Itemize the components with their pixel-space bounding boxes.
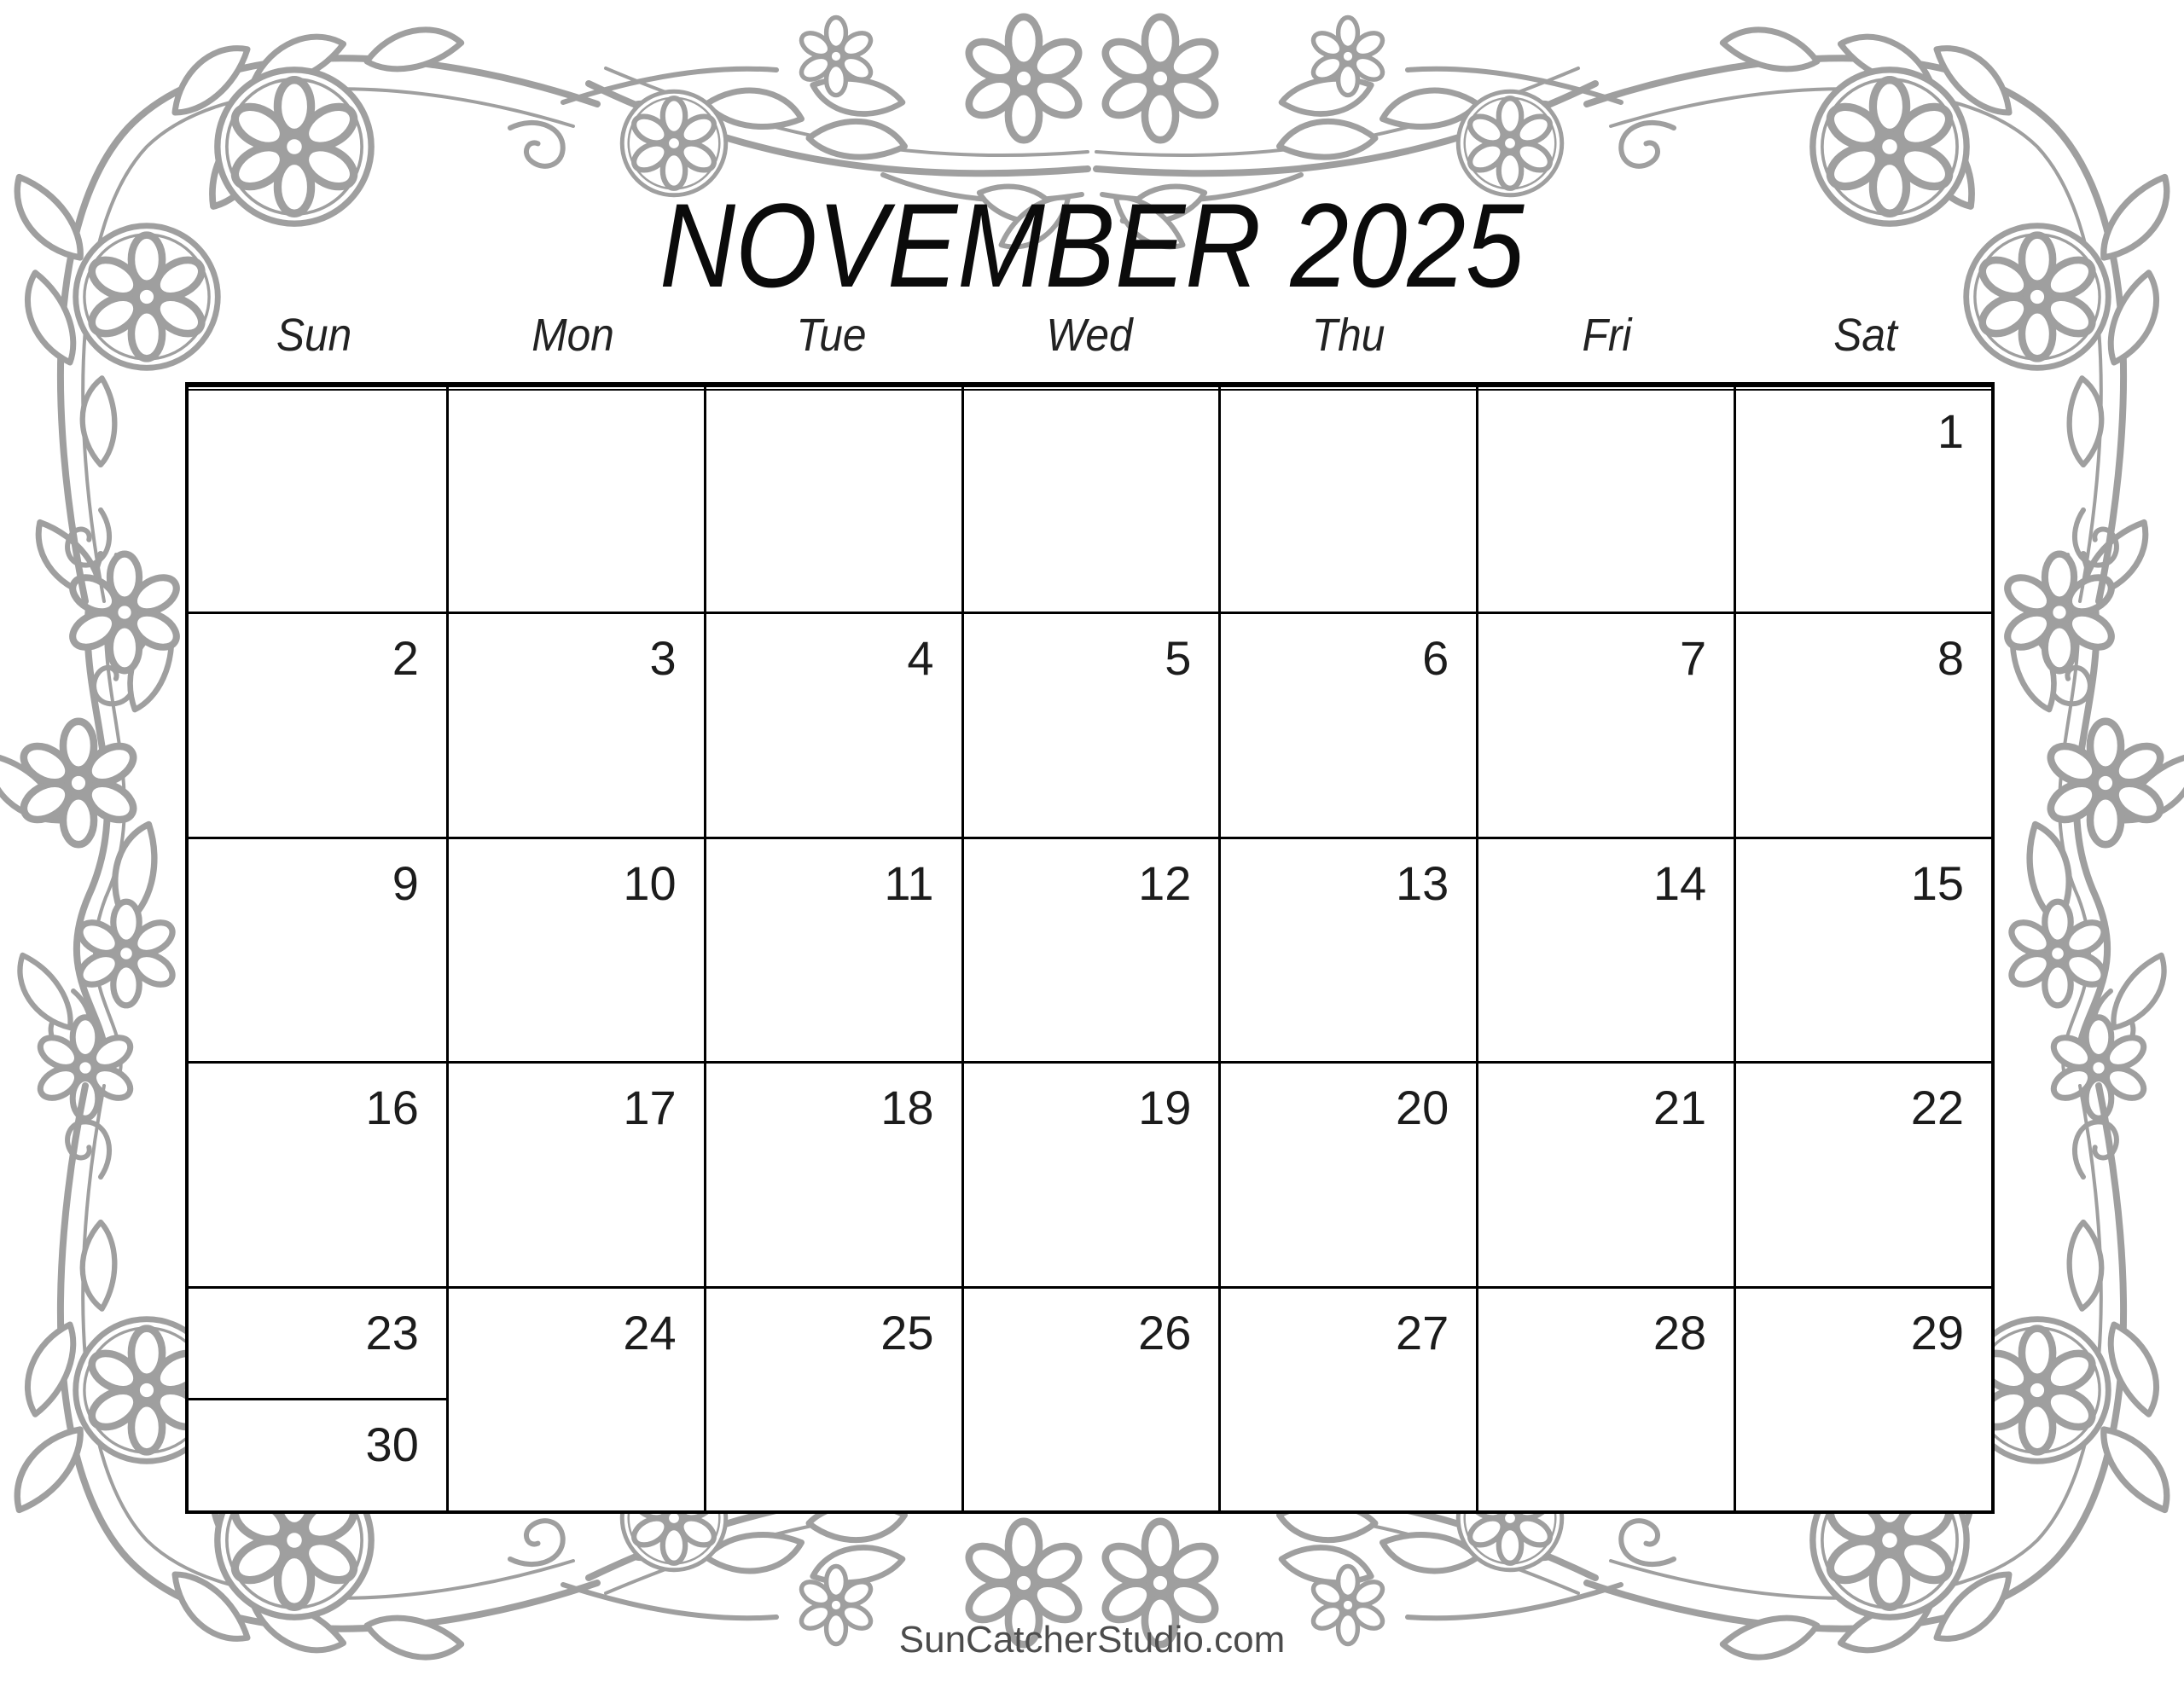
date-number: 5 xyxy=(1165,631,1192,686)
date-number: 19 xyxy=(1138,1081,1192,1135)
day-cell-empty xyxy=(446,387,704,612)
weekday-label-fri: Fri xyxy=(1582,310,1632,361)
day-cell-13 xyxy=(1218,837,1476,1061)
date-number: 24 xyxy=(623,1305,677,1359)
day-cell-empty xyxy=(704,387,961,612)
date-number: 2 xyxy=(392,631,419,686)
day-cell-17 xyxy=(446,1061,704,1285)
date-number: 12 xyxy=(1138,855,1192,910)
day-cell-12 xyxy=(961,837,1219,1061)
date-number: 23 xyxy=(365,1305,419,1359)
day-cell-empty xyxy=(1476,387,1734,612)
day-cell-empty xyxy=(961,387,1219,612)
day-cell-3 xyxy=(446,612,704,836)
day-cell-8 xyxy=(1734,612,1991,836)
date-number: 3 xyxy=(649,631,677,686)
date-number: 16 xyxy=(365,1081,419,1135)
date-number: 18 xyxy=(880,1081,934,1135)
day-cell-28 xyxy=(1476,1286,1734,1510)
date-number: 21 xyxy=(1653,1081,1707,1135)
day-cell-10 xyxy=(446,837,704,1061)
weekday-label-tue: Tue xyxy=(796,310,867,361)
weekday-label-sat: Sat xyxy=(1833,310,1897,361)
date-number: 27 xyxy=(1395,1305,1449,1359)
date-number: 20 xyxy=(1395,1081,1449,1135)
day-cell-27 xyxy=(1218,1286,1476,1510)
date-number: 17 xyxy=(623,1081,677,1135)
day-cell-1 xyxy=(1734,387,1991,612)
date-number: 22 xyxy=(1910,1081,1964,1135)
footer-credit: SunCatcherStudio.com xyxy=(898,1619,1286,1661)
day-cell-15 xyxy=(1734,837,1991,1061)
date-number: 4 xyxy=(907,631,934,686)
date-number: 13 xyxy=(1395,855,1449,910)
day-cell-22 xyxy=(1734,1061,1991,1285)
date-number: 6 xyxy=(1422,631,1449,686)
weekday-label-wed: Wed xyxy=(1046,310,1134,361)
floral-vine-right xyxy=(1995,511,2184,1118)
date-number: 15 xyxy=(1910,855,1964,910)
day-cell-7 xyxy=(1476,612,1734,836)
date-number: 11 xyxy=(884,855,934,910)
day-cell-empty xyxy=(1218,387,1476,612)
weekday-label-sun: Sun xyxy=(276,310,352,361)
day-cell-empty xyxy=(189,387,446,612)
day-cell-24 xyxy=(446,1286,704,1510)
date-number: 26 xyxy=(1138,1305,1192,1359)
date-number: 25 xyxy=(880,1305,934,1359)
weekday-label-thu: Thu xyxy=(1311,310,1385,361)
date-number: 8 xyxy=(1937,631,1964,686)
date-number: 7 xyxy=(1679,631,1707,686)
page-title: NOVEMBER 2025 xyxy=(659,178,1525,312)
day-cell-26 xyxy=(961,1286,1219,1510)
day-cell-14 xyxy=(1476,837,1734,1061)
floral-vine-left xyxy=(0,511,189,1118)
date-number: 10 xyxy=(623,855,677,910)
day-cell-18 xyxy=(704,1061,961,1285)
date-number: 30 xyxy=(365,1417,419,1472)
date-number: 28 xyxy=(1653,1305,1707,1359)
day-subcell-30 xyxy=(189,1398,446,1510)
day-cell-20 xyxy=(1218,1061,1476,1285)
day-cell-2 xyxy=(189,612,446,836)
day-cell-21 xyxy=(1476,1061,1734,1285)
day-cell-23-30-split xyxy=(189,1286,446,1510)
day-cell-25 xyxy=(704,1286,961,1510)
date-number: 14 xyxy=(1653,855,1707,910)
date-number: 29 xyxy=(1910,1305,1964,1359)
date-number: 1 xyxy=(1937,404,1964,458)
day-cell-19 xyxy=(961,1061,1219,1285)
day-cell-4 xyxy=(704,612,961,836)
day-cell-11 xyxy=(704,837,961,1061)
day-cell-9 xyxy=(189,837,446,1061)
day-cell-16 xyxy=(189,1061,446,1285)
day-cell-6 xyxy=(1218,612,1476,836)
day-cell-5 xyxy=(961,612,1219,836)
calendar-grid xyxy=(185,382,1995,1514)
day-cell-29 xyxy=(1734,1286,1991,1510)
weekday-label-mon: Mon xyxy=(531,310,614,361)
weekday-header-row xyxy=(185,309,1995,362)
day-subcell-23 xyxy=(189,1289,446,1399)
date-number: 9 xyxy=(392,855,419,910)
